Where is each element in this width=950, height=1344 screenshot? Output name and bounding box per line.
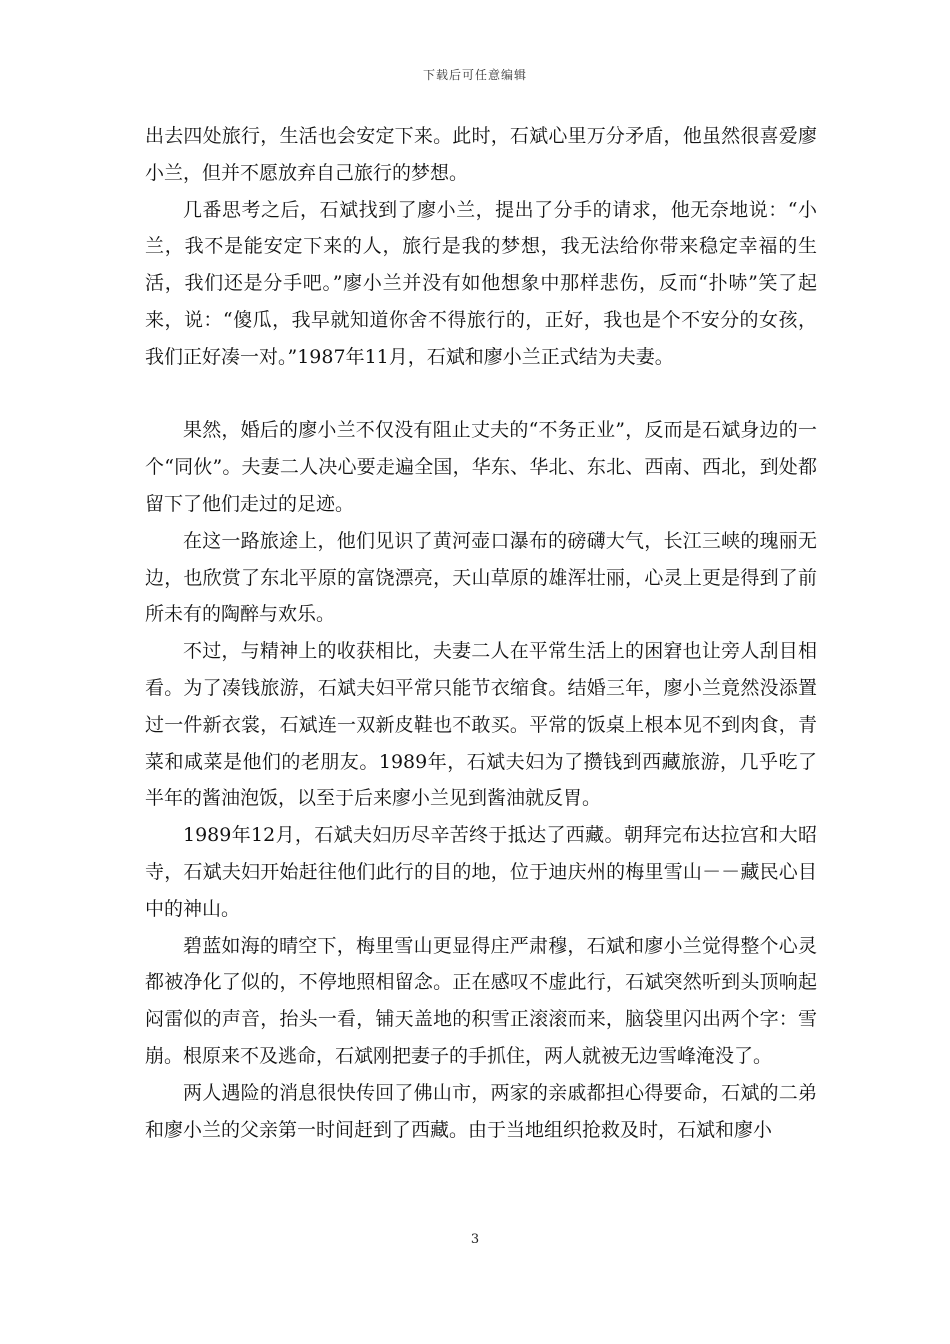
paragraph-1: 出去四处旅行，生活也会安定下来。此时，石斌心里万分矛盾，他虽然很喜爱廖小兰，但并不愿放弃自己旅行的梦想。 <box>145 125 817 184</box>
paragraph-2: 几番思考之后，石斌找到了廖小兰，提出了分手的请求，他无奈地说：“小兰，我不是能安定下来的人，旅行是我的梦想，我无法给你带来稳定幸福的生活，我们还是分手吧。”廖小兰并没有如他想象中那样悲伤，反而“扑哧”笑了起来，说：“傻瓜，我早就知道你舍不得旅行的，正好，我也是个不安分的女孩，我们正好凑一对。”1987年11月，石斌和廖小兰正式结为夫妻。 <box>145 198 817 368</box>
page-header: 下载后可任意编辑 <box>422 68 527 82</box>
blank-line <box>145 376 817 413</box>
paragraph-7: 碧蓝如海的晴空下，梅里雪山更显得庄严肃穆，石斌和廖小兰觉得整个心灵都被净化了似的，不停地照相留念。正在感叹不虚此行，石斌突然听到头顶响起闷雷似的声音，抬头一看，铺天盖地的积雪正滚滚而来，脑袋里闪出两个字：雪崩。根原来不及逃命，石斌刚把妻子的手抓住，两人就被无边雪峰淹没了。 <box>145 934 817 1067</box>
paragraph-6: 1989年12月，石斌夫妇历尽辛苦终于抵达了西藏。朝拜完布达拉宫和大昭寺，石斌夫妇开始赶往他们此行的目的地，位于迪庆州的梅里雪山－－藏民心目中的神山。 <box>145 824 817 920</box>
paragraph-4: 在这一路旅途上，他们见识了黄河壶口瀑布的磅礴大气，长江三峡的瑰丽无边，也欣赏了东北平原的富饶漂亮，天山草原的雄浑壮丽，心灵上更是得到了前所未有的陶醉与欢乐。 <box>145 529 817 626</box>
paragraph-8: 两人遇险的消息很快传回了佛山市，两家的亲戚都担心得要命，石斌的二弟和廖小兰的父亲第一时间赶到了西藏。由于当地组织抢救及时，石斌和廖小 <box>145 1081 817 1141</box>
document-body <box>145 118 817 1148</box>
paragraph-3: 果然，婚后的廖小兰不仅没有阻止丈夫的“不务正业”，反而是石斌身边的一个“同伙”。夫妻二人决心要走遍全国，华东、华北、东北、西南、西北，到处都留下了他们走过的足迹。 <box>145 419 817 515</box>
paragraph-5: 不过，与精神上的收获相比，夫妻二人在平常生活上的困窘也让旁人刮目相看。为了凑钱旅游，石斌夫妇平常只能节衣缩食。结婚三年，廖小兰竟然没添置过一件新衣裳，石斌连一双新皮鞋也不敢买。平常的饭桌上根本见不到肉食，青菜和咸菜是他们的老朋友。1989年，石斌夫妇为了攒钱到西藏旅游，几乎吃了半年的酱油泡饭，以至于后来廖小兰见到酱油就反胃。 <box>145 640 817 810</box>
page-number: 3 <box>470 1232 480 1247</box>
